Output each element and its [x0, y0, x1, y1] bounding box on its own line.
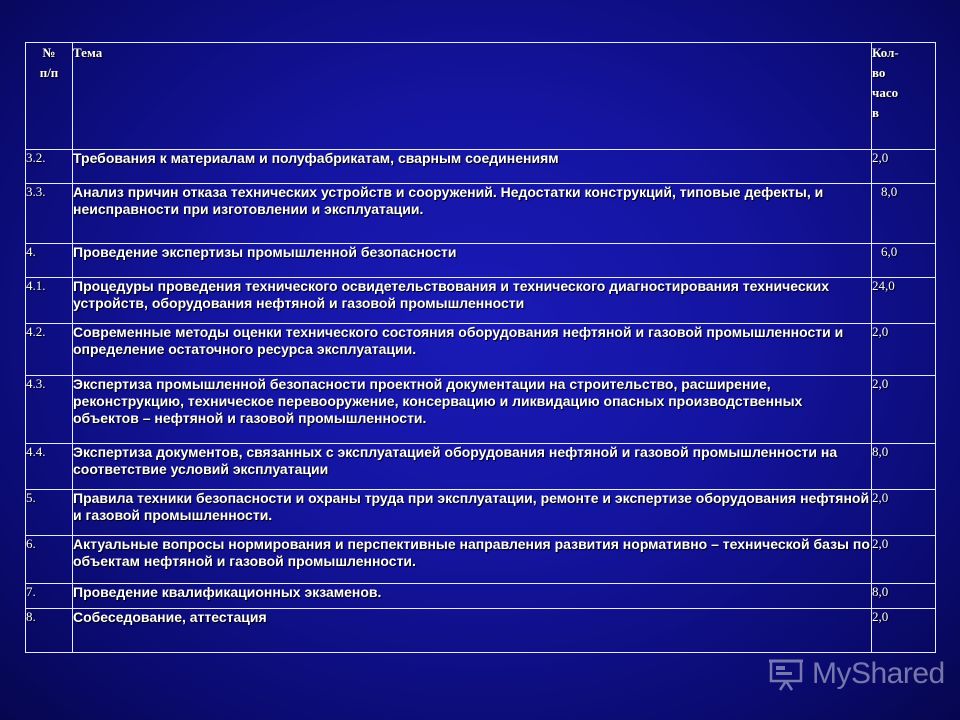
row-number: 3.3.	[26, 184, 73, 244]
row-hours: 2,0	[872, 490, 936, 536]
row-number: 8.	[26, 609, 73, 653]
row-topic: Современные методы оценки технического состояния оборудования нефтяной и газовой промышленности и определение остаточного ресурса эксплуатации.	[73, 324, 872, 376]
row-topic: Актуальные вопросы нормирования и перспективные направления развития нормативно – технической базы по объектам нефтяной и газовой промышленности.	[73, 536, 872, 584]
row-number: 4.4.	[26, 444, 73, 490]
table-header-row	[26, 43, 936, 150]
table-row	[26, 324, 936, 376]
table-row	[26, 609, 936, 653]
table-row	[26, 584, 936, 609]
row-number: 4.3.	[26, 376, 73, 444]
row-topic: Экспертиза документов, связанных с эксплуатацией оборудования нефтяной и газовой промышленности на соответствие условий эксплуатации	[73, 444, 872, 490]
row-topic: Требования к материалам и полуфабрикатам, сварным соединениям	[73, 150, 872, 184]
header-hours-label: Кол- во часо в	[872, 45, 899, 120]
table-row	[26, 490, 936, 536]
header-number-label: № п/п	[39, 45, 59, 80]
row-hours: 8,0	[872, 444, 936, 490]
watermark-text: MyShared	[812, 657, 945, 690]
header-number	[26, 43, 73, 150]
presentation-board-icon	[768, 657, 806, 691]
row-topic: Проведение квалификационных экзаменов.	[73, 584, 872, 609]
header-hours	[872, 43, 936, 150]
table-row	[26, 150, 936, 184]
row-number: 4.2.	[26, 324, 73, 376]
row-number: 3.2.	[26, 150, 73, 184]
row-topic: Проведение экспертизы промышленной безопасности	[73, 244, 872, 278]
row-hours: 2,0	[872, 376, 936, 444]
table-row	[26, 444, 936, 490]
table-row	[26, 244, 936, 278]
row-hours: 2,0	[872, 609, 936, 653]
row-topic: Правила техники безопасности и охраны труда при эксплуатации, ремонте и экспертизе оборудования нефтяной и газовой промышленности.	[73, 490, 872, 536]
curriculum-table	[25, 42, 936, 653]
row-number: 4.1.	[26, 278, 73, 324]
row-hours: 2,0	[872, 324, 936, 376]
row-hours: 8,0	[872, 184, 936, 244]
header-topic-label: Тема	[73, 45, 103, 60]
row-hours: 2,0	[872, 150, 936, 184]
row-topic: Анализ причин отказа технических устройств и сооружений. Недостатки конструкций, типовые дефекты, и неисправности при изготовлении и эксплуатации.	[73, 184, 872, 244]
row-topic: Экспертиза промышленной безопасности проектной документации на строительство, расширение, реконструкцию, техническое перевооружение, консервацию и ликвидацию опасных производственных объектов – нефтяной и газовой промышленности.	[73, 376, 872, 444]
row-number: 7.	[26, 584, 73, 609]
row-hours: 24,0	[872, 278, 936, 324]
table-row	[26, 278, 936, 324]
row-number: 6.	[26, 536, 73, 584]
header-topic	[73, 43, 872, 150]
table-row	[26, 184, 936, 244]
table-row	[26, 536, 936, 584]
myshared-watermark	[768, 656, 945, 692]
table-row	[26, 376, 936, 444]
row-hours: 2,0	[872, 536, 936, 584]
row-hours: 8,0	[872, 584, 936, 609]
row-hours: 6,0	[872, 244, 936, 278]
row-number: 4.	[26, 244, 73, 278]
row-topic: Собеседование, аттестация	[73, 609, 872, 653]
row-number: 5.	[26, 490, 73, 536]
row-topic: Процедуры проведения технического освидетельствования и технического диагностирования технических устройств, оборудования нефтяной и газовой промышленности	[73, 278, 872, 324]
